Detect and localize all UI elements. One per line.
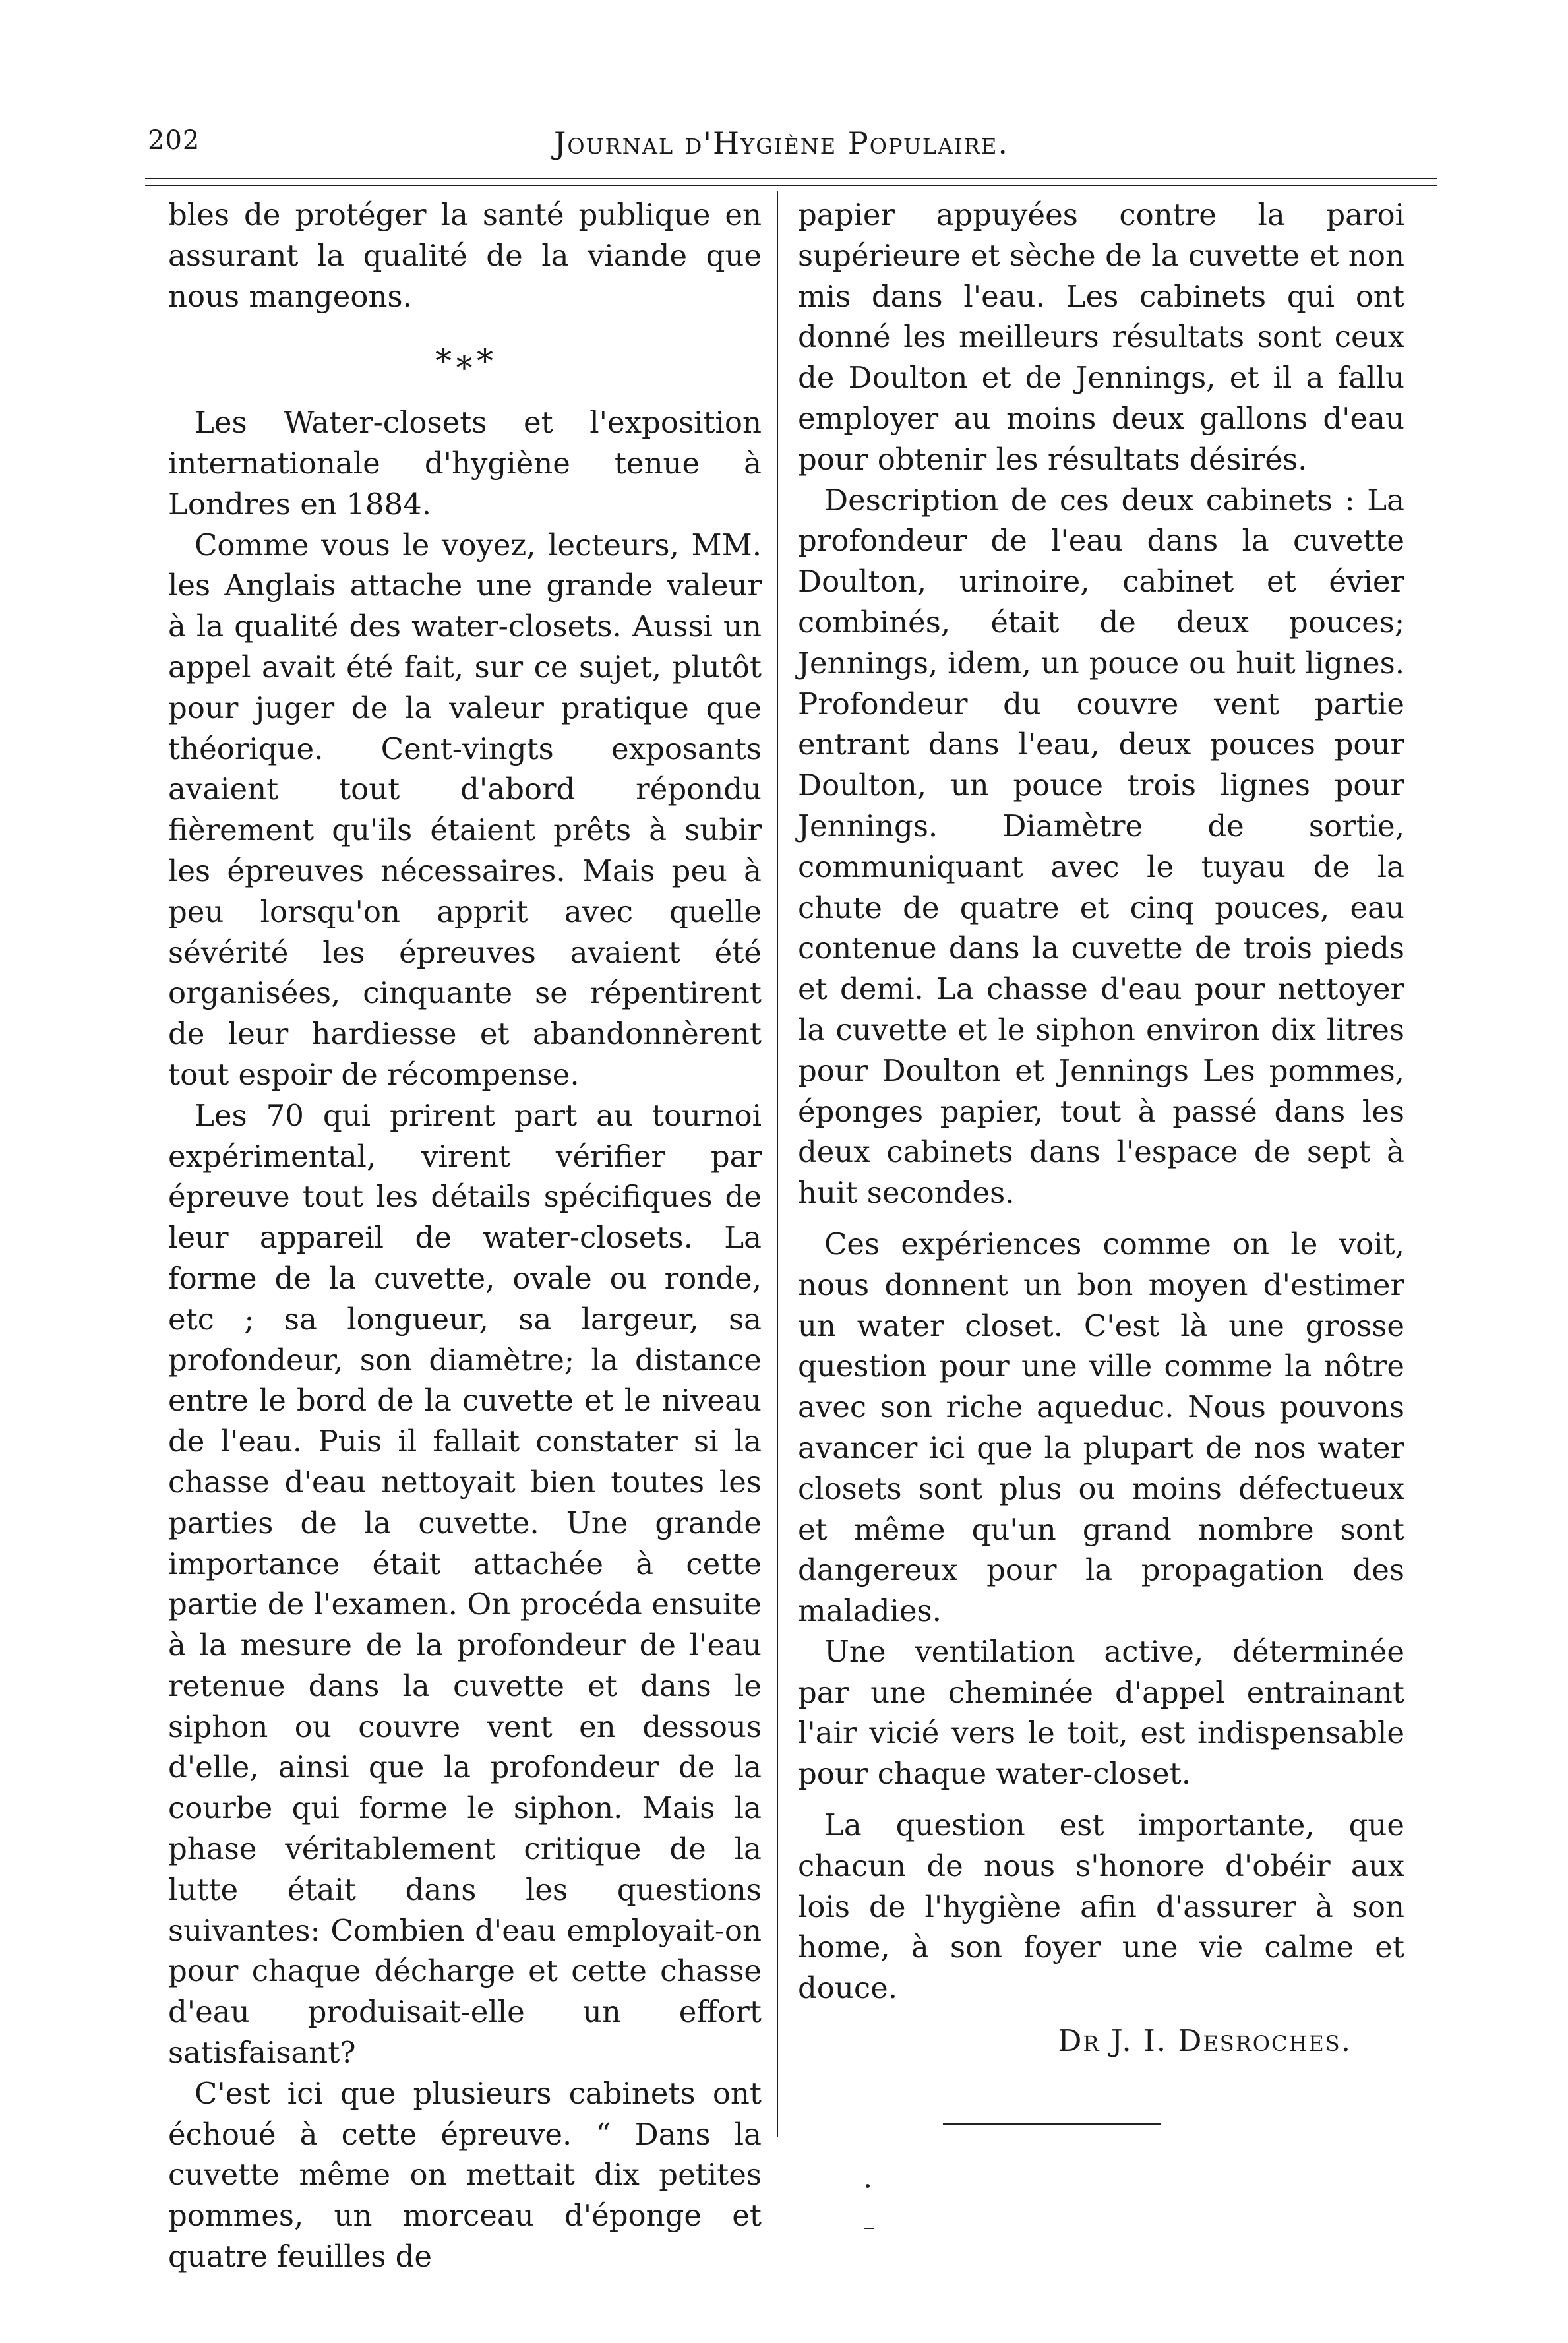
right-paragraph-4: Une ventilation active, déterminée par une cheminée d'appel entrainant l'air vicié vers le toit, est indispensable pour chaque water-closet.: [798, 1633, 1404, 1792]
right-paragraph-continuation: papier appuyées contre la paroi supérieure et sèche de la cuvette et non mis dans l'eau. Les cabinets qui ont donné les meilleurs résultats sont ceux de Doulton et de Jennings, et il a fallu employer au moins deux gallons d'eau pour obtenir les résultats désirés.: [798, 197, 1404, 477]
print-mark: [866, 2184, 870, 2188]
section-asterism: *∗*: [435, 342, 495, 381]
end-rule: [943, 2123, 1161, 2125]
left-paragraph-3: Les 70 qui prirent part au tournoi expérimental, virent vérifier par épreuve tout les détails spécifiques de leur appareil de water-closets. La forme de la cuvette, ovale ou ronde, etc ; sa longueur, sa largeur, sa profondeur, son diamètre; la distance entre le bord de la cuvette et le niveau de l'eau. Puis il fallait constater si la chasse d'eau nettoyait bien toutes les parties de la cuvette. Une grande importance était attachée à cette partie de l'examen. On procéda ensuite à la mesure de la profondeur de l'eau retenue dans la cuvette et dans le siphon ou couvre vent en dessous d'elle, ainsi que la profondeur de la courbe qui forme le siphon. Mais la phase véritablement critique de la lutte était dans les questions suivantes: Combien d'eau employait-on pour chaque décharge et cette chasse d'eau produisait-elle un effort satisfaisant?: [168, 1097, 762, 2071]
left-paragraph-continuation: bles de protéger la santé publique en assurant la qualité de la viande que nous mangeons.: [168, 197, 762, 314]
left-column: [168, 195, 762, 2277]
section-heading: Les Water-closets et l'exposition internationale d'hygiène tenue à Londres en 1884.: [168, 405, 762, 522]
print-dash: [864, 2228, 874, 2229]
running-title: Journal d'Hygiène Populaire.: [553, 125, 1009, 161]
right-column: [798, 195, 1404, 2229]
left-paragraph-4: C'est ici que plusieurs cabinets ont échoué à cette épreuve. “ Dans la cuvette même on mettait dix petites pommes, un morceau d'éponge et quatre feuilles de: [168, 2075, 762, 2274]
right-paragraph-3: Ces expériences comme on le voit, nous donnent un bon moyen d'estimer un water closet. C'est là une grosse question pour une ville comme la nôtre avec son riche aqueduc. Nous pouvons avancer ici que la plupart de nos water closets sont plus ou moins défectueux et même qu'un grand nombre sont dangereux pour la propagation des maladies.: [798, 1226, 1404, 1629]
right-paragraph-2: Description de ces deux cabinets : La profondeur de l'eau dans la cuvette Doulton, urinoire, cabinet et évier combinés, était de deux pouces; Jennings, idem, un pouce ou huit lignes. Profondeur du couvre vent partie entrant dans l'eau, deux pouces pour Doulton, un pouce trois lignes pour Jennings. Diamètre de sortie, communiquant avec le tuyau de la chute de quatre et cinq pouces, eau contenue dans la cuvette de trois pieds et demi. La chasse d'eau pour nettoyer la cuvette et le siphon environ dix litres pour Doulton et Jennings Les pommes, éponges papier, tout à passé dans les deux cabinets dans l'espace de sept à huit secondes.: [798, 482, 1404, 1211]
header-rule-bottom: [145, 185, 1437, 186]
author-signature: Dr J. I. Desroches.: [1058, 2023, 1352, 2059]
page-header: [112, 125, 1451, 171]
page-number: 202: [148, 125, 200, 156]
header-rule-top: [145, 178, 1437, 179]
column-divider: [777, 191, 778, 2137]
left-paragraph-2: Comme vous le voyez, lecteurs, MM. les Anglais attache une grande valeur à la qualité des water-closets. Aussi un appel avait été fait, sur ce sujet, plutôt pour juger de la valeur pratique que théorique. Cent-vingts exposants avaient tout d'abord répondu fièrement qu'ils étaient prêts à subir les épreuves nécessaires. Mais peu à peu lorsqu'on apprit avec quelle sévérité les épreuves avaient été organisées, cinquante se répentirent de leur hardiesse et abandonnèrent tout espoir de récompense.: [168, 527, 762, 1092]
right-paragraph-5: La question est importante, que chacun de nous s'honore d'obéir aux lois de l'hygiène afin d'assurer à son home, à son foyer une vie calme et douce.: [798, 1808, 1404, 2006]
